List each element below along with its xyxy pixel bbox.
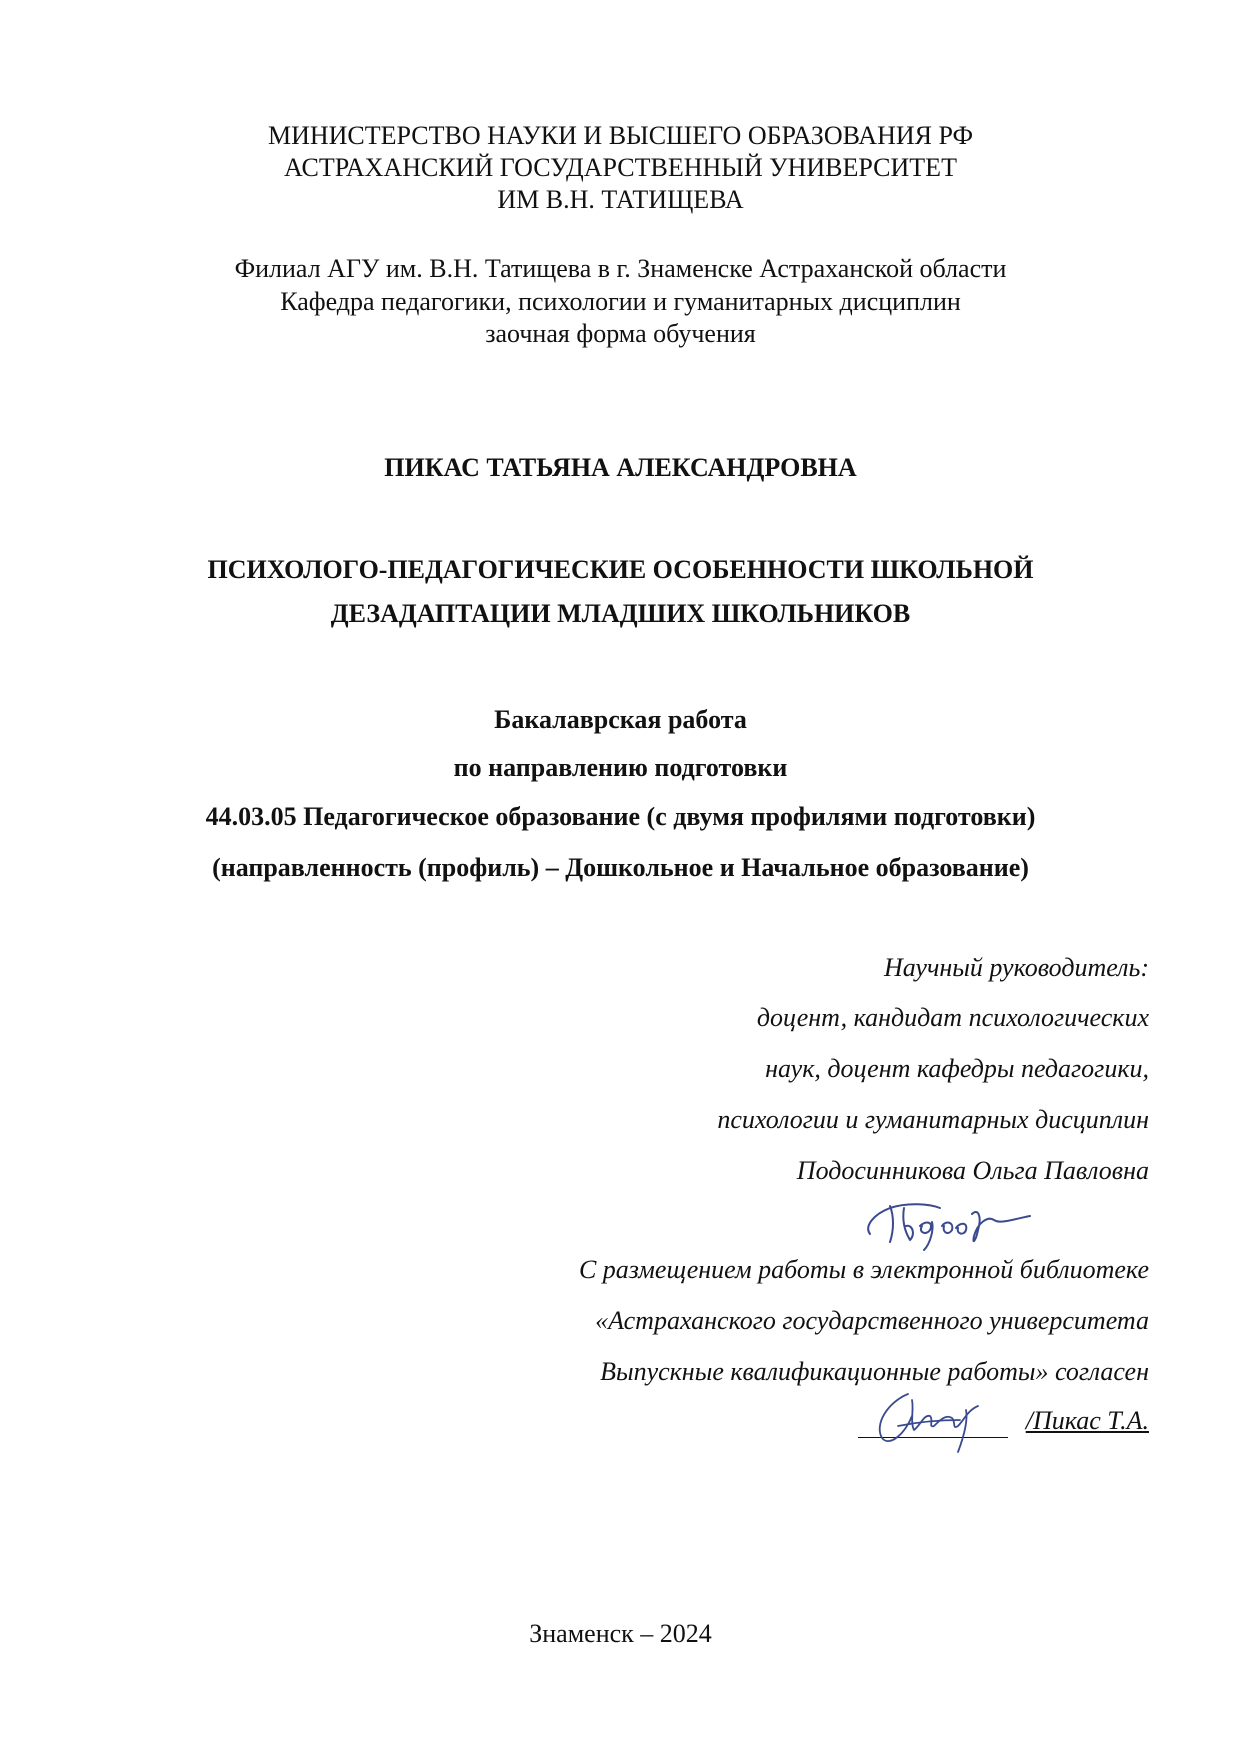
university-line: АСТРАХАНСКИЙ ГОСУДАРСТВЕННЫЙ УНИВЕРСИТЕТ — [284, 153, 957, 182]
university-name-line: ИМ В.Н. ТАТИЩЕВА — [497, 185, 744, 214]
direction-label: по направлению подготовки — [453, 753, 788, 782]
city-year: Знаменск – 2024 — [529, 1619, 712, 1648]
author-signature-name: /Пикас Т.А. — [1025, 1406, 1149, 1435]
supervisor-degree-line-3: психологии и гуманитарных дисциплин — [717, 1105, 1149, 1134]
consent-line-3: Выпускные квалификационные работы» согласен — [600, 1357, 1149, 1386]
supervisor-signature — [860, 1186, 1040, 1256]
work-type: Бакалаврская работа — [494, 705, 747, 734]
thesis-title-line-2: ДЕЗАДАПТАЦИИ МЛАДШИХ ШКОЛЬНИКОВ — [330, 599, 911, 628]
consent-line-1: С размещением работы в электронной библиотеке — [578, 1255, 1149, 1284]
direction-code: 44.03.05 Педагогическое образование (с двумя профилями подготовки) — [205, 802, 1036, 831]
branch-line: Филиал АГУ им. В.Н. Татищева в г. Знаменске Астраханской области — [234, 254, 1007, 283]
study-form-line: заочная форма обучения — [485, 319, 756, 348]
ministry-line: МИНИСТЕРСТВО НАУКИ И ВЫСШЕГО ОБРАЗОВАНИЯ РФ — [267, 121, 974, 150]
author-signature — [868, 1380, 1008, 1460]
thesis-title-line-1: ПСИХОЛОГО-ПЕДАГОГИЧЕСКИЕ ОСОБЕННОСТИ ШКОЛЬНОЙ — [207, 555, 1034, 584]
consent-line-2: «Астраханского государственного университета — [595, 1306, 1149, 1335]
direction-profile: (направленность (профиль) – Дошкольное и Начальное образование) — [212, 853, 1029, 882]
supervisor-label: Научный руководитель: — [883, 953, 1149, 982]
department-line: Кафедра педагогики, психологии и гуманитарных дисциплин — [280, 287, 961, 316]
author-name: ПИКАС ТАТЬЯНА АЛЕКСАНДРОВНА — [384, 453, 857, 482]
supervisor-degree-line-2: наук, доцент кафедры педагогики, — [765, 1054, 1149, 1083]
supervisor-name: Подосинникова Ольга Павловна — [796, 1156, 1149, 1185]
supervisor-degree-line-1: доцент, кандидат психологических — [756, 1003, 1149, 1032]
